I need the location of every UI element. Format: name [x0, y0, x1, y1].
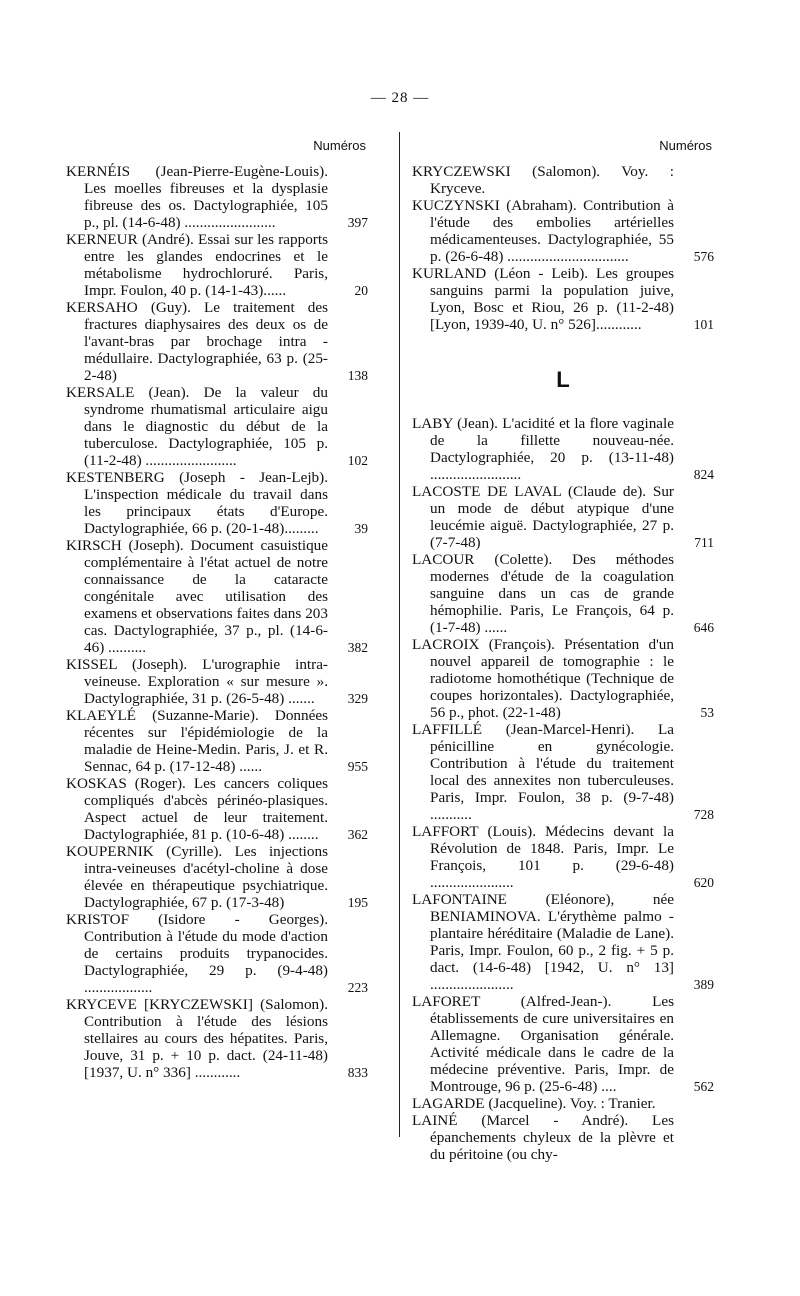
bibliography-entry [412, 1095, 714, 1112]
bibliography-entry [412, 823, 714, 891]
entry-text: LAFFILLÉ (Jean-Marcel-Henri). La pénicilline en gynécologie. Contribution à l'étude du traitement local des annexites non tuberculeuses. Paris, Impr. Foulon, 38 p. (9-7-48) ........... [412, 721, 674, 823]
entry-text: KURLAND (Léon - Leib). Les groupes sanguins parmi la population juive, Lyon, Bosc et Riou, 26 p. (11-2-48) [Lyon, 1939-40, U. n° 526]............ [412, 265, 674, 333]
entry-number: 382 [347, 640, 368, 655]
bibliography-entry [412, 197, 714, 265]
bibliography-entry [412, 636, 714, 721]
bibliography-entry [412, 1112, 714, 1163]
bibliography-entry [66, 707, 368, 775]
entry-number: 728 [693, 807, 714, 822]
entry-number: 195 [347, 895, 368, 910]
entry-number: 53 [700, 705, 714, 720]
entry-number: 824 [693, 467, 714, 482]
entry-number: 620 [693, 875, 714, 890]
entry-text: KUCZYNSKI (Abraham). Contribution à l'étude des embolies artérielles médicamenteuses. Dactylographiée, 55 p. (26-6-48) ................................ [412, 197, 674, 265]
entry-text: KRYCZEWSKI (Salomon). Voy. : Kryceve. [412, 163, 674, 197]
bibliography-entry [66, 656, 368, 707]
bibliography-entry [66, 469, 368, 537]
entry-text: LAFFORT (Louis). Médecins devant la Révolution de 1848. Paris, Impr. Le François, 101 p. (29-6-48) ...................... [412, 823, 674, 891]
entry-text: KERNÉIS (Jean-Pierre-Eugène-Louis). Les moelles fibreuses et la dysplasie fibreuse des os. Dactylographiée, 105 p., pl. (14-6-48) ........................ [66, 163, 328, 231]
entry-list [412, 163, 714, 333]
entry-text: KOUPERNIK (Cyrille). Les injections intra-veineuses d'acétyl-choline à dose élevée en thérapeutique psychiatrique. Dactylographiée, 67 p. (17-3-48) [66, 843, 328, 911]
bibliography-entry [412, 265, 714, 333]
bibliography-entry [412, 483, 714, 551]
bibliography-entry [412, 891, 714, 993]
entry-number: 329 [347, 691, 368, 706]
entry-text: LACROIX (François). Présentation d'un nouvel appareil de tomographie : le radiotome homothétique (Technique de coupes horizontales). Dactylographiée, 56 p., phot. (22-1-48) [412, 636, 674, 721]
entry-text: KISSEL (Joseph). L'urographie intra-veineuse. Exploration « sur mesure ». Dactylographiée, 31 p. (26-5-48) ....... [66, 656, 328, 707]
bibliography-entry [66, 911, 368, 996]
entry-text: LAFONTAINE (Eléonore), née BENIAMINOVA. L'érythème palmo - plantaire héréditaire (Maladie de Lane). Paris, Impr. Foulon, 60 p., 2 fig. + 5 p. dact. (14-6-48) [1942, U. n° 13] ...................... [412, 891, 674, 993]
bibliography-entry [412, 721, 714, 823]
entry-list [66, 163, 368, 1081]
bibliography-entry [66, 384, 368, 469]
entry-text: KRYCEVE [KRYCZEWSKI] (Salomon). Contribution à l'étude des lésions stellaires au cours des hépatites. Paris, Jouve, 31 p. + 10 p. dact. (24-11-48) [1937, U. n° 336] ............ [66, 996, 328, 1081]
column-header: Numéros [659, 138, 712, 153]
entry-number: 389 [693, 977, 714, 992]
left-column [66, 138, 368, 1081]
bibliography-entry [412, 993, 714, 1095]
entry-text: LACOUR (Colette). Des méthodes modernes d'étude de la coagulation sanguine dans un cas de grande hémophilie. Paris, Le François, 64 p. (1-7-48) ...... [412, 551, 674, 636]
bibliography-entry [412, 415, 714, 483]
bibliography-entry [412, 551, 714, 636]
bibliography-entry [66, 231, 368, 299]
entry-text: KIRSCH (Joseph). Document casuistique complémentaire à l'état actuel de notre connaissance de la cataracte congénitale avec utilisation des examens et observations faites dans 203 cas. Dactylographiée, 37 p., pl. (14-6-46) .......... [66, 537, 328, 656]
entry-number: 646 [693, 620, 714, 635]
right-column [412, 138, 714, 1163]
entry-number: 833 [347, 1065, 368, 1080]
entry-list [412, 415, 714, 1163]
bibliography-entry [66, 996, 368, 1081]
entry-number: 20 [354, 283, 368, 298]
entry-number: 562 [693, 1079, 714, 1094]
page-number: — 28 — [370, 90, 430, 106]
entry-text: KOSKAS (Roger). Les cancers coliques compliqués d'abcès périnéo-plasiques. Aspect actuel de leur traitement. Dactylographiée, 81 p. (10-6-48) ........ [66, 775, 328, 843]
column-divider [399, 132, 400, 1137]
entry-text: KERSAHO (Guy). Le traitement des fractures diaphysaires des deux os de l'avant-bras par brochage intra - médullaire. Dactylographiée, 63 p. (25-2-48) [66, 299, 328, 384]
entry-text: KRISTOF (Isidore - Georges). Contribution à l'étude du mode d'action de certains produits trypanocides. Dactylographiée, 29 p. (9-4-48) .................. [66, 911, 328, 996]
entry-text: KESTENBERG (Joseph - Jean-Lejb). L'inspection médicale du travail dans les principaux états d'Europe. Dactylographiée, 66 p. (20-1-48)......... [66, 469, 328, 537]
entry-number: 101 [693, 317, 714, 332]
bibliography-entry [66, 163, 368, 231]
bibliography-entry [66, 299, 368, 384]
entry-text: KERNEUR (André). Essai sur les rapports entre les glandes endocrines et le métabolisme hydrochloruré. Paris, Impr. Foulon, 40 p. (14-1-43)...... [66, 231, 328, 299]
entry-text: LAGARDE (Jacqueline). Voy. : Tranier. [412, 1095, 656, 1112]
bibliography-entry [412, 163, 714, 197]
entry-text: KLAEYLÉ (Suzanne-Marie). Données récentes sur l'épidémiologie de la maladie de Heine-Medin. Paris, J. et R. Sennac, 64 p. (17-12-48) ...... [66, 707, 328, 775]
bibliography-entry [66, 537, 368, 656]
entry-number: 138 [347, 368, 368, 383]
letter-heading: L [556, 367, 570, 392]
entry-text: LACOSTE DE LAVAL (Claude de). Sur un mode de début atypique d'une leucémie aiguë. Dactylographiée, 27 p. (7-7-48) [412, 483, 674, 551]
bibliography-entry [66, 775, 368, 843]
entry-text: LAINÉ (Marcel - André). Les épanchements chyleux de la plèvre et du péritoine (ou chy- [412, 1112, 674, 1163]
column-header: Numéros [313, 138, 366, 153]
entry-number: 955 [347, 759, 368, 774]
entry-number: 39 [354, 521, 368, 536]
entry-number: 102 [347, 453, 368, 468]
bibliography-entry [66, 843, 368, 911]
entry-text: LAFORET (Alfred-Jean-). Les établissements de cure universitaires en Allemagne. Organisation générale. Activité médicale dans le cadre de la médecine préventive. Paris, Impr. de Montrouge, 96 p. (25-6-48) .... [412, 993, 674, 1095]
entry-number: 711 [694, 535, 714, 550]
entry-text: KERSALE (Jean). De la valeur du syndrome rhumatismal articulaire aigu dans le diagnostic du début de la tuberculose. Dactylographiée, 105 p. (11-2-48) ........................ [66, 384, 328, 469]
entry-number: 576 [693, 249, 714, 264]
entry-number: 362 [347, 827, 368, 842]
entry-number: 397 [347, 215, 368, 230]
entry-number: 223 [347, 980, 368, 995]
entry-text: LABY (Jean). L'acidité et la flore vaginale de la fillette nouveau-née. Dactylographiée, 20 p. (13-11-48) ........................ [412, 415, 674, 483]
